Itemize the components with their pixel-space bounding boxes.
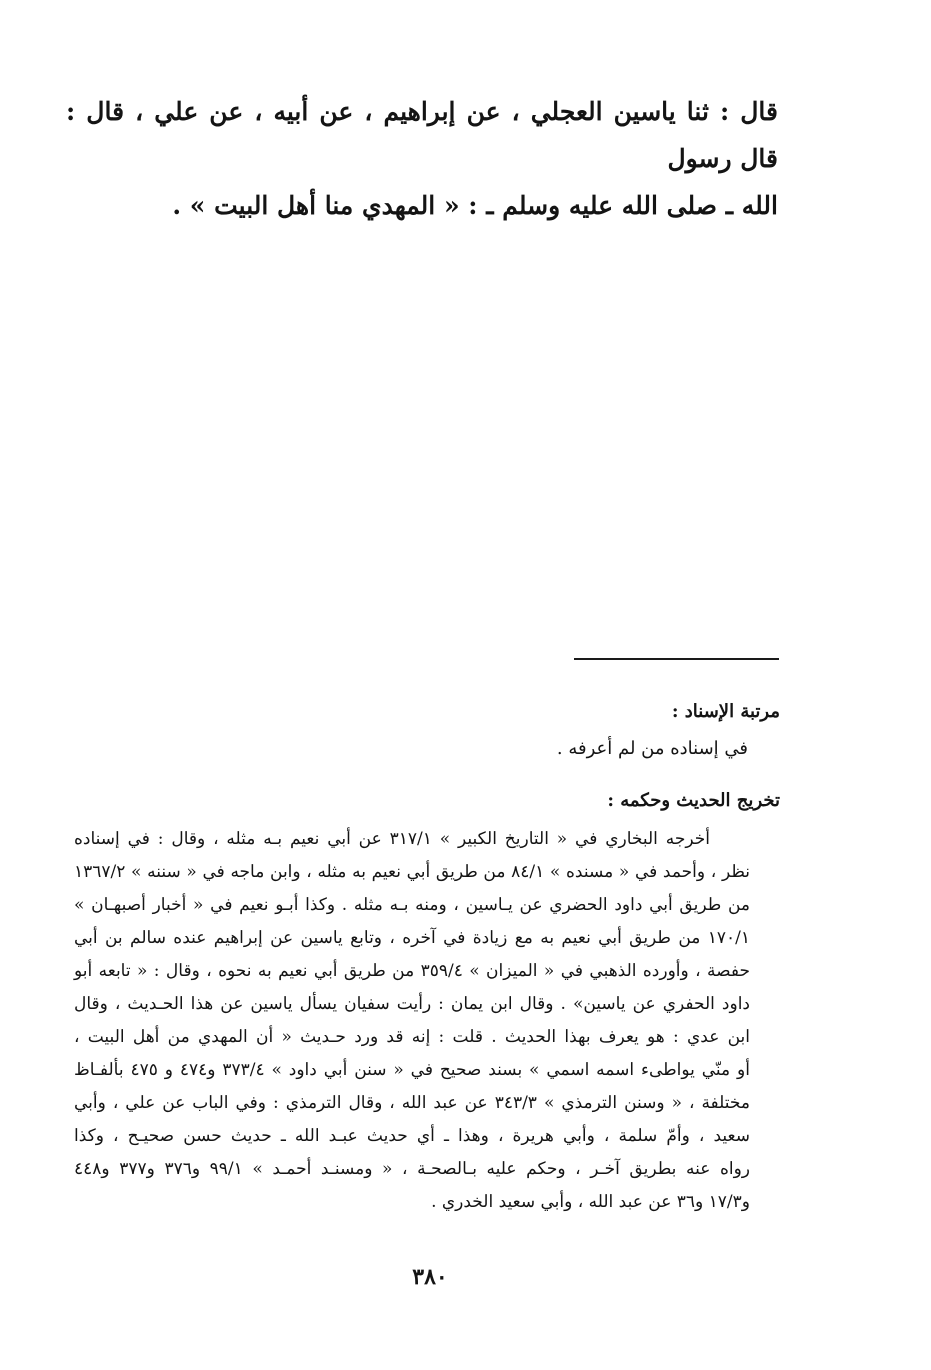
takhrij-line: داود الحفري عن ياسين» . وقال ابن يمان : رأيت سفيان يسأل ياسين عن هذا الحـديث ، وقال [74, 994, 750, 1014]
takhrij-line: من طريق أبي داود الحضري عن يـاسين ، ومنه بـه مثله . وكذا أبـو نعيم في « أخبار أصبهـان » [74, 895, 750, 915]
takhrij-line: أخرجه البخاري في « التاريخ الكبير » ٣١٧/١ عن أبي نعيم بـه مثله ، وقال : في إسناده [74, 829, 711, 849]
takhrij-line: حفصة ، وأورده الذهبي في « الميزان » ٣٥٩/٤ من طريق أبي نعيم به نحوه ، وقال : « تابعه أبو [74, 961, 750, 981]
page-number: ٣٨٠ [412, 1264, 448, 1290]
hadith-text-line: قال : ثنا ياسين العجلي ، عن إبراهيم ، عن أبيه ، عن علي ، قال : قال رسول [66, 97, 778, 173]
takhrij-line: ابن عدي : هو يعرف بهذا الحديث . قلت : إنه قد ورد حـديث « أن المهدي من أهل البيت ، [74, 1027, 750, 1047]
takhrij-line: أو منّي يواطىء اسمه اسمي » بسند صحيح في « سنن أبي داود » ٣٧٣/٤ و٤٧٤ و ٤٧٥ بألفـاظ [74, 1060, 750, 1080]
takhrij-heading: تخريج الحديث وحكمه : [607, 790, 780, 811]
hadith-text-line: الله ـ صلى الله عليه وسلم ـ : « المهدي منا أهل البيت » . [172, 191, 778, 220]
takhrij-line: رواه عنه بطريق آخـر ، وحكم عليه بـالصحـة ، « ومسنـد أحمـد » ٩٩/١ و٣٧٦ و٣٧٧ و٤٤٨ [74, 1159, 750, 1179]
takhrij-line: نظر ، وأحمد في « مسنده » ٨٤/١ من طريق أبي نعيم به مثله ، وابن ماجه في « سننه » ١٣٦٧/٢ [74, 862, 750, 882]
grade-heading: مرتبة الإسناد : [671, 701, 780, 722]
takhrij-line: مختلفة ، « وسنن الترمذي » ٣٤٣/٣ عن عبد الله ، وقال الترمذي : وفي الباب عن علي ، وأبي [74, 1093, 750, 1113]
takhrij-line: سعيد ، وأمّ سلمة ، وأبي هريرة ، وهذا ـ أي حديث عبـد الله ـ حديث حسن صحيـح ، وكذا [74, 1126, 750, 1146]
hadith-text [66, 88, 778, 229]
takhrij-paragraph [74, 823, 750, 1219]
takhrij-line: ١٧٠/١ من طريق أبي نعيم به مع زيادة في آخره ، وتابع ياسين عن إبراهيم عنده سالم بن أبي [74, 928, 750, 948]
footnote-separator [574, 658, 779, 660]
grade-text: في إسناده من لم أعرفه . [556, 738, 748, 759]
takhrij-line: و١٧/٣ و٣٦ عن عبد الله ، وأبي سعيد الخدري . [431, 1192, 750, 1212]
